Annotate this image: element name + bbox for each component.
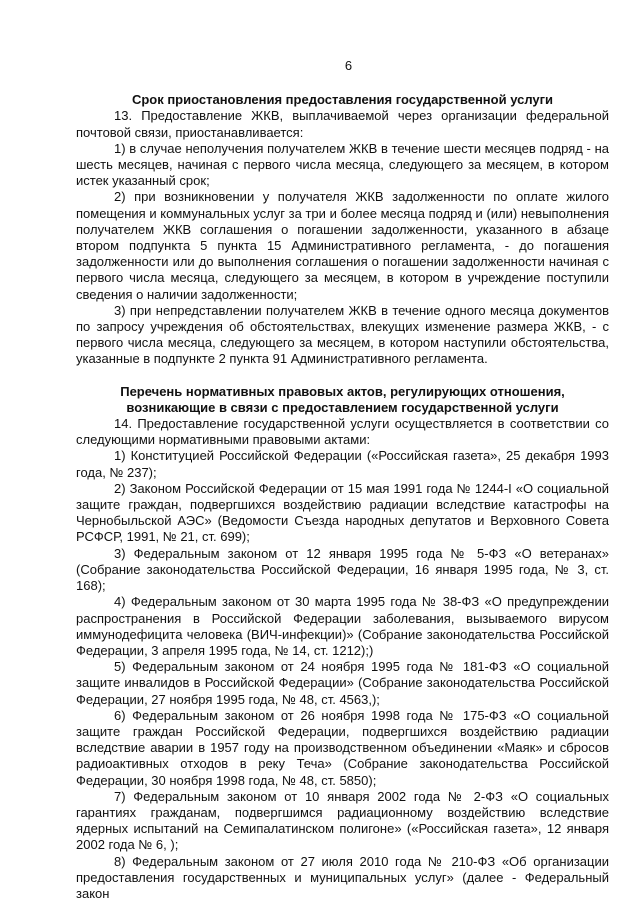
list-item-14-8: 8) Федеральным законом от 27 июля 2010 года № 210-ФЗ «Об организации предоставления государственных и муниципальных услуг» (далее - Федеральный закон xyxy=(76,853,609,901)
page-number: 6 xyxy=(344,58,353,73)
list-item-14-1: 1) Конституцией Российской Федерации («Российская газета», 25 декабря 1993 года, № 237); xyxy=(76,448,609,480)
list-item-13-3: 3) при непредставлении получателем ЖКВ в течение одного месяца документов по запросу учреждения об обстоятельствах, влекущих изменение размера ЖКВ, - с первого числа месяца, следующего за месяцем, в котором наступили обстоятельства, указанные в подпункте 2 пункта 91 Административного регламента. xyxy=(76,302,609,367)
section-heading-legal-acts-line1: Перечень нормативных правовых актов, регулирующих отношения, xyxy=(120,383,565,399)
list-item-13-2: 2) при возникновении у получателя ЖКВ задолженности по оплате жилого помещения и коммунальных услуг за три и более месяца подряд и (или) невыполнения получателем ЖКВ соглашения о погашении задолженности, указанного в абзаце втором подпункта 5 пункта 15 Административного регламента, - до погашения задолженности или до выполнения соглашения о погашении задолженности начиная с первого числа месяца, следующего за месяцем, в котором в учреждение поступили сведения о наличии задолженности; xyxy=(76,189,609,302)
list-item-14-4: 4) Федеральным законом от 30 марта 1995 года № 38-ФЗ «О предупреждении распространения в Российской Федерации заболевания, вызываемого вирусом иммунодефицита человека (ВИЧ-инфекции)» (Собрание законодательства Российской Федерации, 3 апреля 1995 года, № 14, ст. 1212);) xyxy=(76,594,609,658)
list-item-14-6: 6) Федеральным законом от 26 ноября 1998 года № 175-ФЗ «О социальной защите граждан Российской Федерации, подвергшихся воздействию радиации вследствие аварии в 1957 году на производственном объединении «Маяк» и сбросов радиоактивных отходов в реку Теча» (Собрание законодательства Российской Федерации, 30 ноября 1998 года, № 48, ст. 5850); xyxy=(76,707,609,788)
list-item-14-5: 5) Федеральным законом от 24 ноября 1995 года № 181-ФЗ «О социальной защите инвалидов в Российской Федерации» (Собрание законодательства Российской Федерации, 27 ноября 1995 года, № 48, ст. 4563,); xyxy=(76,659,609,707)
section-heading-suspension: Срок приостановления предоставления государственной услуги xyxy=(131,92,554,108)
list-item-13-1: 1) в случае неполучения получателем ЖКВ в течение шести месяцев подряд - на шесть месяцев, начиная с первого числа месяца, следующего за месяцем, в котором истек указанный срок; xyxy=(76,140,609,189)
list-item-14-2: 2) Законом Российской Федерации от 15 мая 1991 года № 1244-I «О социальной защите граждан, подвергшихся воздействию радиации вследствие катастрофы на Чернобыльской АЭС» (Ведомости Съезда народных депутатов и Верховного Совета РСФСР, 1991, № 21, ст. 699); xyxy=(76,480,609,545)
list-item-14-3: 3) Федеральным законом от 12 января 1995 года № 5-ФЗ «О ветеранах» (Собрание законодательства Российской Федерации, 16 января 1995 года, № 3, ст. 168); xyxy=(76,545,609,594)
section-heading-legal-acts-line2: возникающие в связи с предоставлением государственной услуги xyxy=(126,399,559,415)
section-gap xyxy=(76,368,609,384)
document-page xyxy=(76,58,609,902)
list-item-14-7: 7) Федеральным законом от 10 января 2002 года № 2-ФЗ «О социальных гарантиях гражданам, подвергшимся радиационному воздействию вследствие ядерных испытаний на Семипалатинском полигоне» («Российская газета», 12 января 2002 года № 6, ); xyxy=(76,788,609,853)
paragraph-13: 13. Предоставление ЖКВ, выплачиваемой через организации федеральной почтовой связи, приостанавливается: xyxy=(76,108,609,140)
paragraph-14: 14. Предоставление государственной услуги осуществляется в соответствии со следующими нормативными правовыми актами: xyxy=(76,416,609,448)
